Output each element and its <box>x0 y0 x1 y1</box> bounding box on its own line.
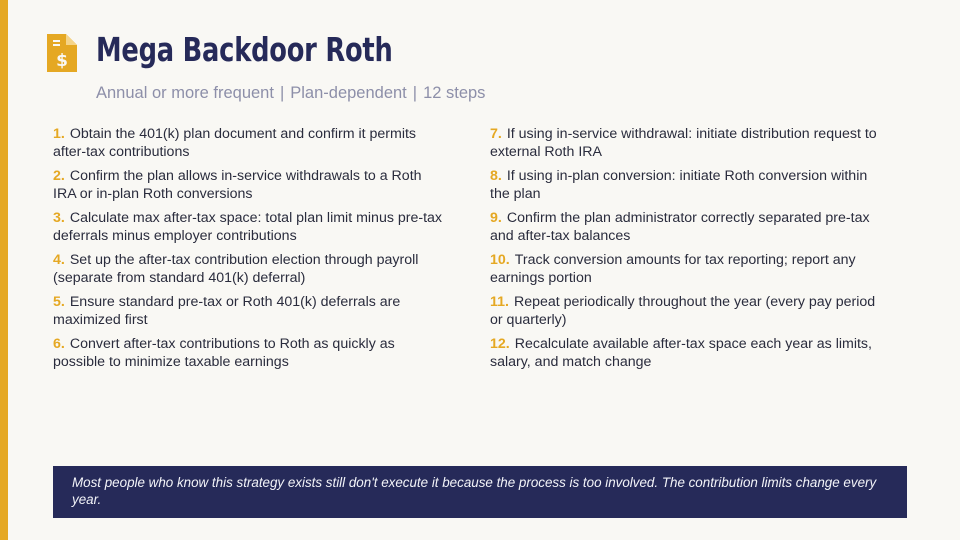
subtitle-separator: | <box>412 84 418 102</box>
step-number: 12. <box>490 336 510 352</box>
step-number: 3. <box>53 210 65 226</box>
step-text: Confirm the plan allows in-service withdrawals to a Roth IRA or in-plan Roth conversions <box>53 168 422 202</box>
step-number: 4. <box>53 252 65 268</box>
step-item <box>490 209 890 245</box>
step-number: 8. <box>490 168 502 184</box>
subtitle-separator: | <box>279 84 285 102</box>
step-item <box>490 125 890 161</box>
step-text: Ensure standard pre-tax or Roth 401(k) deferrals are maximized first <box>53 294 401 328</box>
dollar-document-icon <box>47 34 77 72</box>
subtitle-plan: Plan-dependent <box>290 84 407 102</box>
step-item <box>53 167 443 203</box>
step-number: 7. <box>490 126 502 142</box>
step-item <box>53 293 443 329</box>
callout-box <box>53 466 907 518</box>
step-number: 6. <box>53 336 65 352</box>
steps-column-right <box>490 125 890 377</box>
step-number: 11. <box>490 294 509 310</box>
step-item <box>490 293 890 329</box>
step-text: Set up the after-tax contribution election through payroll (separate from standard 401(k) deferral) <box>53 252 419 286</box>
accent-bar <box>0 0 8 540</box>
steps-list <box>53 125 908 377</box>
callout-text: Most people who know this strategy exists still don't execute it because the process is too involved. The contribution limits change every year. <box>72 475 877 507</box>
step-number: 1. <box>53 126 65 142</box>
steps-column-left <box>53 125 443 377</box>
step-number: 5. <box>53 294 65 310</box>
subtitle-frequency: Annual or more frequent <box>96 84 274 102</box>
step-item <box>53 209 443 245</box>
step-text: Obtain the 401(k) plan document and confirm it permits after-tax contributions <box>53 126 417 160</box>
step-number: 2. <box>53 168 65 184</box>
page-subtitle <box>96 84 485 103</box>
step-text: If using in-service withdrawal: initiate distribution request to external Roth IRA <box>490 126 877 160</box>
step-text: If using in-plan conversion: initiate Roth conversion within the plan <box>490 168 868 202</box>
subtitle-step-count: 12 steps <box>423 84 486 102</box>
step-item <box>490 251 890 287</box>
step-text: Convert after-tax contributions to Roth as quickly as possible to minimize taxable earnings <box>53 336 395 370</box>
step-text: Confirm the plan administrator correctly separated pre-tax and after-tax balances <box>490 210 870 244</box>
step-text: Calculate max after-tax space: total plan limit minus pre-tax deferrals minus employer contributions <box>53 210 443 244</box>
step-item <box>490 167 890 203</box>
step-item <box>53 125 443 161</box>
step-text: Repeat periodically throughout the year (every pay period or quarterly) <box>490 294 876 328</box>
step-text: Recalculate available after-tax space each year as limits, salary, and match change <box>490 336 872 370</box>
svg-text:$: $ <box>56 51 68 71</box>
step-item <box>53 335 443 371</box>
step-number: 10. <box>490 252 510 268</box>
step-item <box>53 251 443 287</box>
page-title: Mega Backdoor Roth <box>96 30 393 69</box>
step-item <box>490 335 890 371</box>
step-text: Track conversion amounts for tax reporting; report any earnings portion <box>490 252 856 286</box>
step-number: 9. <box>490 210 502 226</box>
